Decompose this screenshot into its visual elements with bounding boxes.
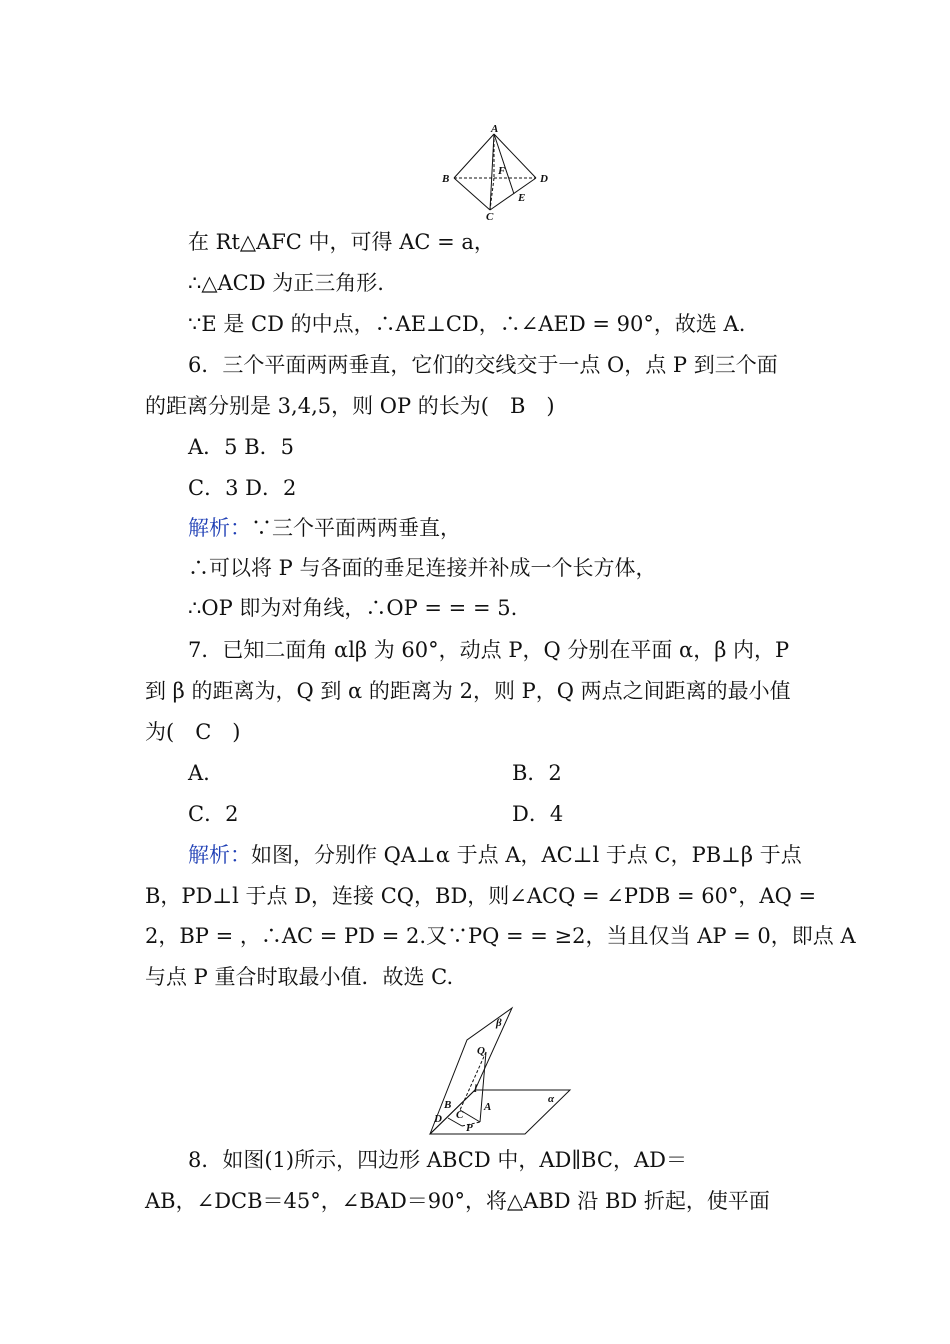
solution-label: 解析： xyxy=(188,843,251,867)
figure-dihedral xyxy=(420,1002,580,1142)
label-alpha: α xyxy=(548,1093,555,1105)
question-8-stem: AB，∠DCB＝45°，∠BAD＝90°，将△ABD 沿 BD 折起，使平面 xyxy=(145,1189,770,1213)
question-7-stem: 7．已知二面角 αlβ 为 60°，动点 P，Q 分别在平面 α，β 内，P xyxy=(188,638,790,662)
label-F: F xyxy=(498,165,506,177)
pyramid-diagram xyxy=(438,122,558,222)
label-A: A xyxy=(491,123,499,135)
label-E: E xyxy=(518,192,526,204)
text-line: ∴可以将 P 与各面的垂足连接并补成一个长方体， xyxy=(188,556,657,580)
question-6-options: A．5 B．5 xyxy=(188,435,294,459)
label-B: B xyxy=(442,173,450,185)
text-line: ∴△ACD 为正三角形. xyxy=(188,271,384,295)
label-P: P xyxy=(466,1122,473,1134)
text-line: B，PD⊥l 于点 D，连接 CQ，BD，则∠ACQ = ∠PDB = 60°，AQ = xyxy=(145,884,817,908)
label-C: C xyxy=(486,211,494,222)
option-d: D．4 xyxy=(512,802,564,826)
question-6-options: C．3 D．2 xyxy=(188,476,297,500)
solution-text: 如图，分别作 QA⊥α 于点 A，AC⊥l 于点 C，PB⊥β 于点 xyxy=(251,843,802,867)
label-beta: β xyxy=(496,1017,502,1029)
figure-pyramid xyxy=(438,122,558,222)
question-6-stem: 的距离分别是 3,4,5，则 OP 的长为( B ) xyxy=(145,394,555,418)
option-b: B．2 xyxy=(512,761,562,785)
question-7-stem: 到 β 的距离为，Q 到 α 的距离为 2，则 P，Q 两点之间距离的最小值 xyxy=(145,679,791,703)
solution-7 xyxy=(188,841,802,869)
solution-label: 解析： xyxy=(188,516,251,540)
label-l: l xyxy=(474,1083,478,1095)
text-line: 在 Rt△AFC 中，可得 AC = a， xyxy=(188,230,495,254)
question-7-stem: 为( C ) xyxy=(145,720,241,744)
text-line: ∴OP 即为对角线，∴OP = = = 5. xyxy=(188,596,518,620)
label-Q: Q xyxy=(477,1045,485,1057)
text-line: 与点 P 重合时取最小值．故选 C. xyxy=(145,965,454,989)
question-8-stem: 8．如图(1)所示，四边形 ABCD 中，AD∥BC，AD＝ xyxy=(188,1148,687,1172)
option-a: A. xyxy=(188,761,210,785)
question-6-stem: 6．三个平面两两垂直，它们的交线交于一点 O，点 P 到三个面 xyxy=(188,353,778,377)
label-C: C xyxy=(456,1109,464,1121)
dihedral-diagram xyxy=(420,1002,580,1142)
label-A: A xyxy=(484,1101,492,1113)
label-D: D xyxy=(434,1113,442,1125)
option-c: C．2 xyxy=(188,802,239,826)
label-D: D xyxy=(540,173,548,185)
solution-text: ∵三个平面两两垂直， xyxy=(251,516,461,540)
text-line: 2，BP = ，∴AC = PD = 2.又∵PQ = = ≥2，当且仅当 AP = 0，即点 A xyxy=(145,924,856,948)
label-B: B xyxy=(444,1099,452,1111)
text-line: ∵E 是 CD 的中点，∴AE⊥CD，∴∠AED = 90°，故选 A. xyxy=(188,312,746,336)
solution-6 xyxy=(188,514,461,542)
